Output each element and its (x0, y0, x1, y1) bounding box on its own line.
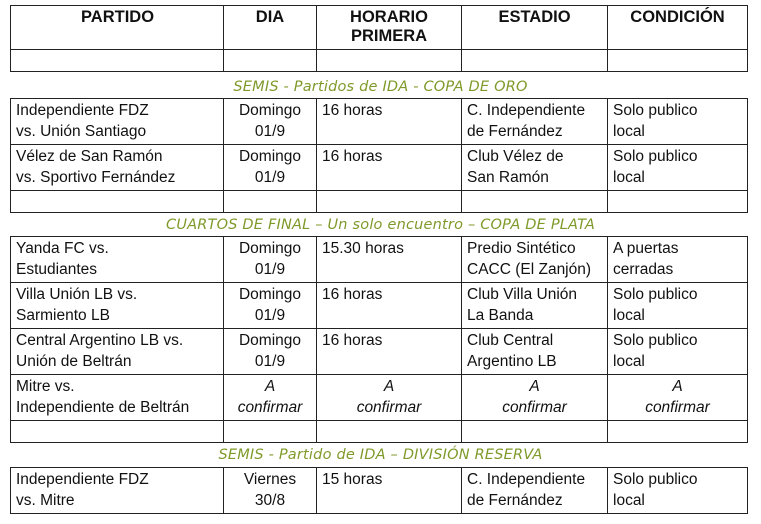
cell-partido: Villa Unión LB vs. Sarmiento LB (11, 283, 224, 329)
cell-horario: 15 horas (317, 468, 462, 514)
header-horario (317, 6, 462, 50)
cell-dia: Viernes 30/8 (224, 468, 317, 514)
header-dia: DIA (224, 6, 317, 50)
cell-horario: 16 horas (317, 99, 462, 145)
section-title-copa-oro: SEMIS - Partidos de IDA - COPA DE ORO (233, 79, 528, 95)
cell-horario-tbc: A confirmar (317, 375, 462, 421)
cell-horario: 16 horas (317, 283, 462, 329)
cell-horario: 16 horas (317, 145, 462, 191)
cell-dia: Domingo 01/9 (224, 329, 317, 375)
table-row (11, 99, 748, 145)
cell-partido: Independiente FDZ vs. Mitre (11, 468, 224, 514)
section-title-reserva: SEMIS - Partido de IDA – DIVISIÓN RESERVA (218, 447, 543, 463)
section-table-copa-oro (10, 98, 748, 213)
cell-condicion-tbc: A confirmar (608, 375, 748, 421)
cell-condicion: Solo publico local (608, 468, 748, 514)
header-partido: PARTIDO (11, 6, 224, 50)
cell-condicion: Solo publico local (608, 329, 748, 375)
cell-condicion: A puertas cerradas (608, 237, 748, 283)
table-row (11, 468, 748, 514)
cell-estadio: C. Independiente de Fernández (462, 468, 608, 514)
section-title-copa-plata: CUARTOS DE FINAL – Un solo encuentro – COPA DE PLATA (166, 217, 595, 233)
section-table-copa-plata (10, 236, 748, 443)
cell-partido: Yanda FC vs. Estudiantes (11, 237, 224, 283)
cell-partido: Vélez de San Ramón vs. Sportivo Fernández (11, 145, 224, 191)
cell-estadio: Club Villa Unión La Banda (462, 283, 608, 329)
cell-estadio-tbc: A confirmar (462, 375, 608, 421)
header-horario-line1: HORARIO (350, 8, 428, 26)
header-condicion: CONDICIÓN (608, 6, 748, 50)
cell-partido: Mitre vs. Independiente de Beltrán (11, 375, 224, 421)
cell-dia: Domingo 01/9 (224, 283, 317, 329)
cell-dia-tbc: A confirmar (224, 375, 317, 421)
cell-horario: 16 horas (317, 329, 462, 375)
cell-horario: 15.30 horas (317, 237, 462, 283)
table-row (11, 329, 748, 375)
cell-estadio: Club Central Argentino LB (462, 329, 608, 375)
header-table (10, 5, 748, 72)
header-estadio: ESTADIO (462, 6, 608, 50)
table-row (11, 375, 748, 421)
table-row (11, 237, 748, 283)
table-row (11, 283, 748, 329)
cell-dia: Domingo 01/9 (224, 145, 317, 191)
header-horario-line2: PRIMERA (350, 27, 428, 45)
cell-partido: Central Argentino LB vs. Unión de Beltrán (11, 329, 224, 375)
cell-condicion: Solo publico local (608, 283, 748, 329)
cell-partido: Independiente FDZ vs. Unión Santiago (11, 99, 224, 145)
cell-estadio: Club Vélez de San Ramón (462, 145, 608, 191)
cell-dia: Domingo 01/9 (224, 99, 317, 145)
cell-estadio: C. Independiente de Fernández (462, 99, 608, 145)
table-row (11, 145, 748, 191)
section-table-reserva (10, 467, 748, 514)
cell-estadio: Predio Sintético CACC (El Zanjón) (462, 237, 608, 283)
cell-condicion: Solo publico local (608, 145, 748, 191)
cell-condicion: Solo publico local (608, 99, 748, 145)
cell-dia: Domingo 01/9 (224, 237, 317, 283)
